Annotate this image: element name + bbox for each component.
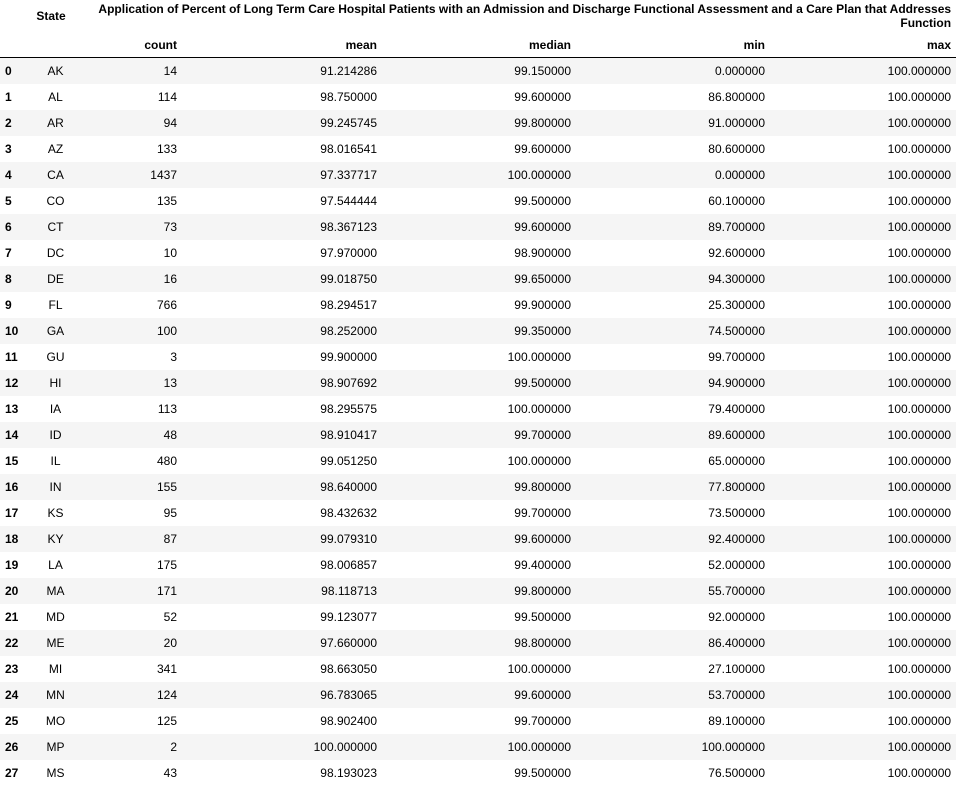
cell-state: FL — [48, 297, 63, 312]
cell-count: 135 — [156, 193, 177, 208]
cell-min: 27.100000 — [708, 661, 765, 676]
cell-min: 53.700000 — [708, 687, 765, 702]
column-header-median: median — [528, 37, 571, 52]
cell-max: 100.000000 — [887, 661, 952, 676]
cell-min: 25.300000 — [708, 297, 765, 312]
cell-mean: 98.367123 — [320, 219, 377, 234]
cell-median: 99.500000 — [514, 609, 571, 624]
table-row — [0, 214, 956, 240]
row-index: 19 — [5, 557, 19, 572]
cell-count: 125 — [156, 713, 177, 728]
table-row — [0, 630, 956, 656]
cell-min: 92.000000 — [708, 609, 765, 624]
cell-count: 480 — [156, 453, 177, 468]
cell-count: 95 — [163, 505, 177, 520]
table-row — [0, 604, 956, 630]
cell-mean: 98.910417 — [320, 427, 377, 442]
cell-count: 94 — [163, 115, 177, 130]
cell-median: 99.150000 — [514, 63, 571, 78]
cell-mean: 98.663050 — [320, 661, 377, 676]
cell-count: 14 — [163, 63, 177, 78]
cell-state: AZ — [47, 141, 64, 156]
cell-min: 52.000000 — [708, 557, 765, 572]
cell-median: 100.000000 — [507, 739, 571, 754]
cell-mean: 96.783065 — [320, 687, 377, 702]
cell-median: 99.700000 — [514, 427, 571, 442]
cell-min: 94.900000 — [708, 375, 765, 390]
cell-mean: 99.245745 — [320, 115, 377, 130]
cell-state: CO — [46, 193, 65, 208]
cell-mean: 91.214286 — [320, 63, 377, 78]
state-header: State — [36, 9, 66, 23]
row-index: 10 — [5, 323, 19, 338]
cell-state: MD — [46, 609, 65, 624]
cell-mean: 98.118713 — [321, 583, 377, 598]
cell-max: 100.000000 — [887, 765, 952, 780]
cell-count: 48 — [163, 427, 177, 442]
cell-state: LA — [48, 557, 63, 572]
cell-min: 86.400000 — [708, 635, 765, 650]
header-row-groups — [0, 0, 956, 32]
row-index: 11 — [5, 349, 18, 364]
table-row — [0, 656, 956, 682]
table-row — [0, 292, 956, 318]
table-row — [0, 396, 956, 422]
table-row — [0, 84, 956, 110]
cell-max: 100.000000 — [887, 609, 952, 624]
cell-max: 100.000000 — [887, 557, 952, 572]
column-header-min: min — [743, 37, 765, 52]
cell-max: 100.000000 — [887, 115, 952, 130]
cell-max: 100.000000 — [887, 297, 952, 312]
cell-max: 100.000000 — [887, 531, 952, 546]
cell-min: 0.000000 — [714, 167, 765, 182]
cell-count: 2 — [170, 739, 177, 754]
cell-median: 99.800000 — [514, 479, 571, 494]
table-row — [0, 110, 956, 136]
cell-state: AL — [48, 89, 63, 104]
cell-min: 73.500000 — [708, 505, 765, 520]
column-header-max: max — [927, 37, 952, 52]
measure-header: Application of Percent of Long Term Care Hospital Patients with an Admission and Discharge Functional Assessment and a Care Plan that Addresses Function — [98, 2, 952, 30]
cell-count: 114 — [157, 89, 177, 104]
cell-state: ID — [49, 427, 62, 442]
cell-median: 100.000000 — [507, 453, 571, 468]
table-row — [0, 474, 956, 500]
cell-state: GU — [46, 349, 65, 364]
cell-mean: 97.544444 — [320, 193, 377, 208]
row-index: 22 — [5, 635, 19, 650]
row-index: 18 — [5, 531, 19, 546]
cell-median: 99.700000 — [514, 505, 571, 520]
cell-min: 79.400000 — [708, 401, 765, 416]
table-row — [0, 344, 956, 370]
cell-state: DC — [46, 245, 65, 260]
cell-max: 100.000000 — [887, 219, 952, 234]
row-index: 1 — [5, 89, 12, 104]
cell-count: 175 — [156, 557, 177, 572]
cell-mean: 99.123077 — [320, 609, 377, 624]
cell-min: 89.700000 — [708, 219, 765, 234]
cell-state: KS — [47, 505, 64, 520]
cell-max: 100.000000 — [887, 479, 952, 494]
cell-median: 99.500000 — [514, 765, 571, 780]
cell-max: 100.000000 — [887, 193, 952, 208]
table-header — [0, 0, 956, 58]
cell-min: 89.600000 — [708, 427, 765, 442]
cell-count: 100 — [156, 323, 177, 338]
cell-max: 100.000000 — [887, 245, 952, 260]
cell-state: DE — [47, 271, 64, 286]
cell-max: 100.000000 — [887, 401, 952, 416]
cell-median: 100.000000 — [507, 401, 571, 416]
row-index: 9 — [5, 297, 12, 312]
row-index: 7 — [5, 245, 12, 260]
row-index: 12 — [5, 375, 19, 390]
cell-state: MI — [48, 661, 63, 676]
row-index: 4 — [5, 167, 12, 182]
table-row — [0, 370, 956, 396]
table-row — [0, 266, 956, 292]
cell-max: 100.000000 — [887, 427, 952, 442]
cell-median: 100.000000 — [507, 661, 571, 676]
table-row — [0, 188, 956, 214]
cell-min: 65.000000 — [708, 453, 765, 468]
table-row — [0, 500, 956, 526]
cell-median: 99.900000 — [514, 297, 571, 312]
cell-mean: 98.907692 — [320, 375, 377, 390]
cell-state: IN — [49, 479, 62, 494]
cell-max: 100.000000 — [887, 739, 952, 754]
row-index: 5 — [5, 193, 12, 208]
row-index: 16 — [5, 479, 19, 494]
cell-median: 99.350000 — [514, 323, 571, 338]
cell-median: 100.000000 — [507, 167, 571, 182]
cell-max: 100.000000 — [887, 349, 952, 364]
cell-median: 99.800000 — [514, 583, 571, 598]
cell-max: 100.000000 — [887, 505, 952, 520]
cell-median: 98.900000 — [514, 245, 571, 260]
table-row — [0, 708, 956, 734]
column-header-count: count — [144, 37, 177, 52]
row-index: 8 — [5, 271, 12, 286]
cell-max: 100.000000 — [887, 583, 952, 598]
cell-max: 100.000000 — [887, 635, 952, 650]
cell-mean: 98.640000 — [320, 479, 377, 494]
cell-max: 100.000000 — [887, 271, 952, 286]
cell-mean: 98.193023 — [320, 765, 377, 780]
table-row — [0, 682, 956, 708]
cell-state: CT — [47, 219, 64, 234]
cell-mean: 100.000000 — [313, 739, 377, 754]
cell-mean: 97.337717 — [320, 167, 377, 182]
cell-min: 89.100000 — [708, 713, 765, 728]
cell-max: 100.000000 — [887, 63, 952, 78]
cell-median: 99.600000 — [514, 141, 571, 156]
row-index: 24 — [5, 687, 19, 702]
cell-count: 155 — [156, 479, 177, 494]
cell-mean: 98.295575 — [320, 401, 377, 416]
cell-count: 113 — [157, 401, 177, 416]
row-index: 21 — [5, 609, 19, 624]
table-row — [0, 578, 956, 604]
cell-count: 124 — [156, 687, 177, 702]
cell-max: 100.000000 — [887, 89, 952, 104]
cell-median: 100.000000 — [507, 349, 571, 364]
table-row — [0, 760, 956, 786]
row-index: 26 — [5, 739, 19, 754]
cell-mean: 98.902400 — [320, 713, 377, 728]
cell-state: MN — [46, 687, 65, 702]
cell-median: 99.600000 — [514, 219, 571, 234]
table-row — [0, 552, 956, 578]
cell-min: 100.000000 — [701, 739, 765, 754]
cell-mean: 98.252000 — [320, 323, 377, 338]
row-index: 27 — [5, 765, 19, 780]
cell-median: 99.600000 — [514, 687, 571, 702]
cell-min: 91.000000 — [708, 115, 765, 130]
cell-state: AR — [47, 115, 64, 130]
cell-mean: 98.294517 — [320, 297, 377, 312]
cell-median: 99.600000 — [514, 531, 571, 546]
row-index: 15 — [5, 453, 19, 468]
cell-count: 3 — [170, 349, 177, 364]
cell-max: 100.000000 — [887, 375, 952, 390]
cell-state: HI — [49, 375, 62, 390]
cell-mean: 99.018750 — [320, 271, 377, 286]
cell-min: 74.500000 — [708, 323, 765, 338]
cell-mean: 97.970000 — [320, 245, 377, 260]
cell-state: MA — [46, 583, 65, 598]
cell-median: 98.800000 — [514, 635, 571, 650]
blank-header-cell — [30, 32, 72, 58]
cell-state: IA — [49, 401, 62, 416]
cell-count: 766 — [156, 297, 177, 312]
row-index: 0 — [5, 63, 12, 78]
cell-state: MP — [46, 739, 65, 754]
cell-min: 55.700000 — [708, 583, 765, 598]
cell-state: KY — [47, 531, 64, 546]
cell-median: 99.800000 — [514, 115, 571, 130]
cell-state: GA — [46, 323, 65, 338]
cell-min: 60.100000 — [708, 193, 765, 208]
row-index: 14 — [5, 427, 19, 442]
cell-count: 1437 — [150, 167, 177, 182]
row-index: 6 — [5, 219, 12, 234]
column-header-mean: mean — [345, 37, 377, 52]
cell-median: 99.400000 — [514, 557, 571, 572]
cell-count: 13 — [163, 375, 177, 390]
table-body — [0, 58, 956, 786]
cell-state: IL — [50, 453, 61, 468]
table-row — [0, 240, 956, 266]
cell-mean: 98.750000 — [320, 89, 377, 104]
cell-state: AK — [47, 63, 64, 78]
cell-count: 20 — [163, 635, 177, 650]
table-row — [0, 58, 956, 84]
blank-header-cell — [0, 32, 30, 58]
cell-count: 133 — [156, 141, 177, 156]
row-index: 2 — [5, 115, 12, 130]
cell-count: 73 — [163, 219, 177, 234]
cell-mean: 99.051250 — [320, 453, 377, 468]
cell-count: 16 — [163, 271, 177, 286]
table-row — [0, 136, 956, 162]
row-index: 13 — [5, 401, 19, 416]
cell-max: 100.000000 — [887, 323, 952, 338]
row-index: 25 — [5, 713, 19, 728]
cell-max: 100.000000 — [887, 453, 952, 468]
table-row — [0, 162, 956, 188]
cell-state: MS — [46, 765, 65, 780]
table-row — [0, 734, 956, 760]
cell-count: 52 — [163, 609, 177, 624]
cell-count: 10 — [163, 245, 177, 260]
cell-mean: 99.900000 — [320, 349, 377, 364]
cell-mean: 97.660000 — [320, 635, 377, 650]
cell-median: 99.500000 — [514, 375, 571, 390]
cell-median: 99.650000 — [514, 271, 571, 286]
cell-min: 86.800000 — [708, 89, 765, 104]
row-index: 20 — [5, 583, 19, 598]
cell-min: 99.700000 — [708, 349, 765, 364]
cell-max: 100.000000 — [887, 713, 952, 728]
cell-mean: 99.079310 — [320, 531, 377, 546]
cell-max: 100.000000 — [887, 141, 952, 156]
row-index: 3 — [5, 141, 12, 156]
header-row-columns — [0, 32, 956, 58]
cell-count: 171 — [156, 583, 177, 598]
table-row — [0, 526, 956, 552]
cell-median: 99.700000 — [514, 713, 571, 728]
cell-min: 94.300000 — [708, 271, 765, 286]
index-header — [0, 0, 30, 32]
cell-count: 341 — [156, 661, 177, 676]
table-row — [0, 448, 956, 474]
cell-min: 0.000000 — [714, 63, 765, 78]
cell-mean: 98.006857 — [320, 557, 377, 572]
cell-min: 92.400000 — [708, 531, 765, 546]
cell-median: 99.500000 — [514, 193, 571, 208]
cell-count: 87 — [163, 531, 177, 546]
cell-median: 99.600000 — [514, 89, 571, 104]
row-index: 17 — [5, 505, 19, 520]
cell-min: 92.600000 — [708, 245, 765, 260]
cell-max: 100.000000 — [887, 687, 952, 702]
cell-min: 76.500000 — [708, 765, 765, 780]
cell-max: 100.000000 — [887, 167, 952, 182]
cell-state: MO — [45, 713, 66, 728]
table-row — [0, 318, 956, 344]
row-index: 23 — [5, 661, 19, 676]
cell-mean: 98.432632 — [320, 505, 377, 520]
table-row — [0, 422, 956, 448]
cell-min: 80.600000 — [708, 141, 765, 156]
cell-min: 77.800000 — [708, 479, 765, 494]
cell-state: ME — [46, 635, 65, 650]
cell-mean: 98.016541 — [320, 141, 377, 156]
cell-state: CA — [47, 167, 64, 182]
cell-count: 43 — [163, 765, 177, 780]
